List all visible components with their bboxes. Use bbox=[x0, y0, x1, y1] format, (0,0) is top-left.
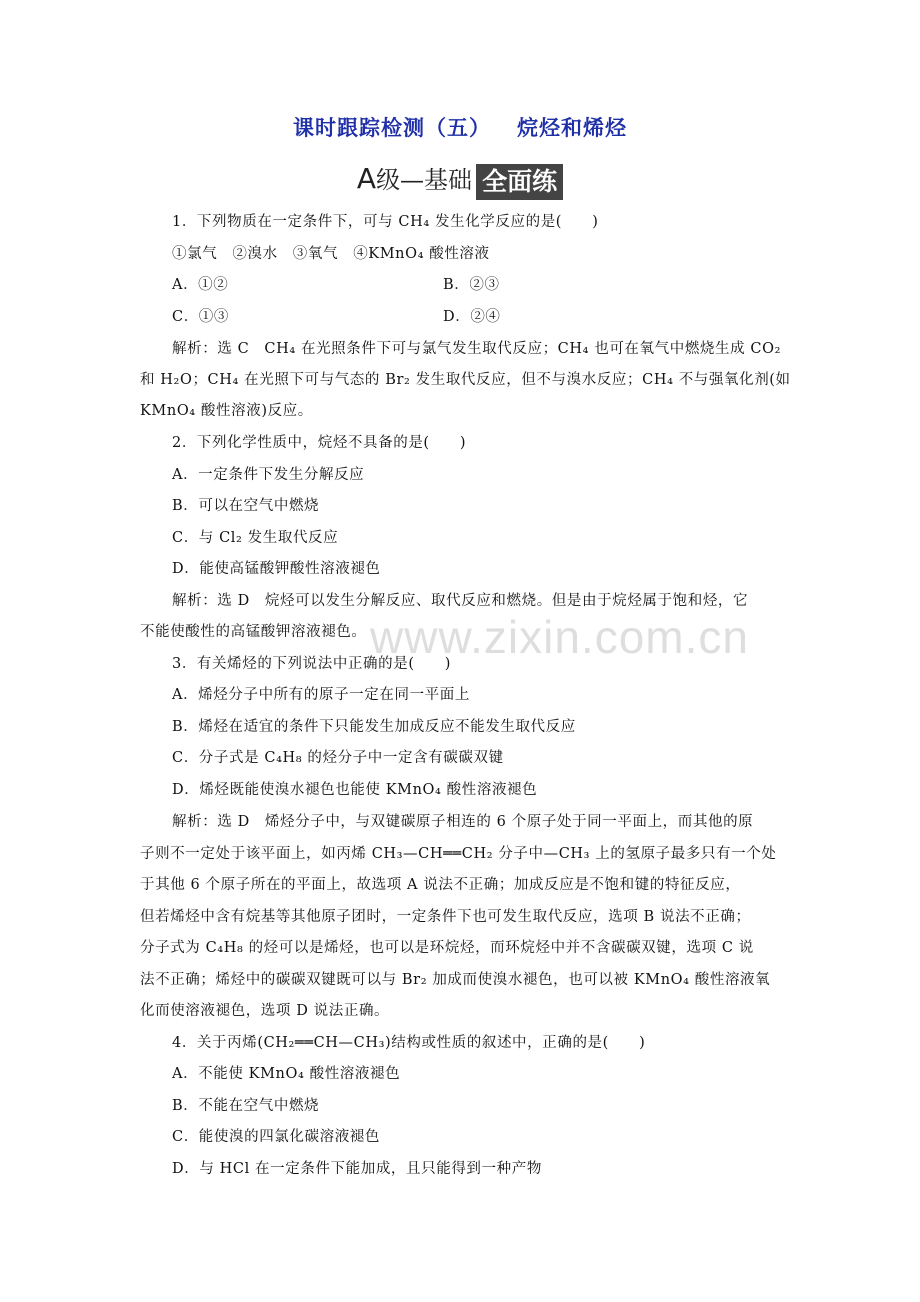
q1-analysis-line: KMnO₄ 酸性溶液)反应。 bbox=[140, 403, 313, 419]
q4-option-d: D．与 HCl 在一定条件下能加成，且只能得到一种产物 bbox=[172, 1161, 542, 1177]
q3-analysis-line: 化而使溶液褪色，选项 D 说法正确。 bbox=[140, 1003, 390, 1019]
q1-stem: 1．下列物质在一定条件下，可与 CH₄ 发生化学反应的是( ) bbox=[172, 214, 599, 230]
page-title bbox=[0, 112, 920, 142]
q3-analysis-line: 解析：选 D 烯烃分子中，与双键碳原子相连的 6 个原子处于同一平面上，而其他的原 bbox=[172, 814, 754, 830]
q1-option-b: B．②③ bbox=[443, 277, 500, 293]
q4-option-c: C．能使溴的四氯化碳溶液褪色 bbox=[172, 1129, 380, 1145]
level-text: 级—基础 bbox=[376, 166, 473, 194]
q4-option-a: A．不能使 KMnO₄ 酸性溶液褪色 bbox=[172, 1066, 401, 1082]
q2-stem: 2．下列化学性质中，烷烃不具备的是( ) bbox=[172, 435, 467, 451]
q3-option-a: A．烯烃分子中所有的原子一定在同一平面上 bbox=[172, 687, 470, 703]
q3-analysis-line: 子则不一定处于该平面上，如丙烯 CH₃—CH══CH₂ 分子中—CH₃ 上的氢原子最多只有一个处 bbox=[140, 846, 777, 862]
title-topic: 烷烃和烯烃 bbox=[517, 115, 627, 140]
q3-analysis-line: 但若烯烃中含有烷基等其他原子团时，一定条件下也可发生取代反应，选项 B 说法不正确； bbox=[140, 909, 751, 925]
title-main: 课时跟踪检测（五） bbox=[293, 115, 491, 140]
q1-analysis-line: 解析：选 C CH₄ 在光照条件下可与氯气发生取代反应；CH₄ 也可在氧气中燃烧生成 CO₂ bbox=[172, 341, 782, 357]
q1-option-d: D．②④ bbox=[443, 309, 501, 325]
q1-option-a: A．①② bbox=[172, 277, 229, 293]
q3-option-b: B．烯烃在适宜的条件下只能发生加成反应不能发生取代反应 bbox=[172, 719, 576, 735]
q4-stem: 4．关于丙烯(CH₂══CH—CH₃)结构或性质的叙述中，正确的是( ) bbox=[172, 1035, 646, 1051]
q4-option-b: B．不能在空气中燃烧 bbox=[172, 1098, 320, 1114]
q2-option-d: D．能使高锰酸钾酸性溶液褪色 bbox=[172, 561, 381, 577]
level-heading bbox=[0, 160, 920, 200]
q2-option-a: A．一定条件下发生分解反应 bbox=[172, 467, 365, 483]
q2-option-c: C．与 Cl₂ 发生取代反应 bbox=[172, 530, 339, 546]
watermark: www.zixin.com.cn bbox=[370, 611, 749, 663]
level-badge: 全面练 bbox=[476, 164, 563, 200]
q3-option-c: C．分子式是 C₄H₈ 的烃分子中一定含有碳碳双键 bbox=[172, 750, 504, 766]
q3-analysis-line: 于其他 6 个原子所在的平面上，故选项 A 说法不正确；加成反应是不饱和键的特征反应， bbox=[140, 877, 741, 893]
q2-analysis-line: 不能使酸性的高锰酸钾溶液褪色。 bbox=[140, 624, 367, 640]
q2-option-b: B．可以在空气中燃烧 bbox=[172, 498, 320, 514]
q3-stem: 3．有关烯烃的下列说法中正确的是( ) bbox=[172, 656, 452, 672]
q2-analysis-line: 解析：选 D 烷烃可以发生分解反应、取代反应和燃烧。但是由于烷烃属于饱和烃，它 bbox=[172, 593, 749, 609]
q1-items: ①氯气 ②溴水 ③氧气 ④KMnO₄ 酸性溶液 bbox=[172, 246, 490, 262]
level-letter: A bbox=[356, 162, 377, 195]
q1-analysis-line: 和 H₂O；CH₄ 在光照下可与气态的 Br₂ 发生取代反应，但不与溴水反应；CH₄ 不与强氧化剂(如 bbox=[140, 372, 791, 388]
q3-option-d: D．烯烃既能使溴水褪色也能使 KMnO₄ 酸性溶液褪色 bbox=[172, 782, 538, 798]
q3-analysis-line: 分子式为 C₄H₈ 的烃可以是烯烃，也可以是环烷烃，而环烷烃中并不含碳碳双键，选项 C 说 bbox=[140, 940, 754, 956]
q1-option-c: C．①③ bbox=[172, 309, 229, 325]
q3-analysis-line: 法不正确；烯烃中的碳碳双键既可以与 Br₂ 加成而使溴水褪色，也可以被 KMnO₄ 酸性溶液氧 bbox=[140, 972, 771, 988]
